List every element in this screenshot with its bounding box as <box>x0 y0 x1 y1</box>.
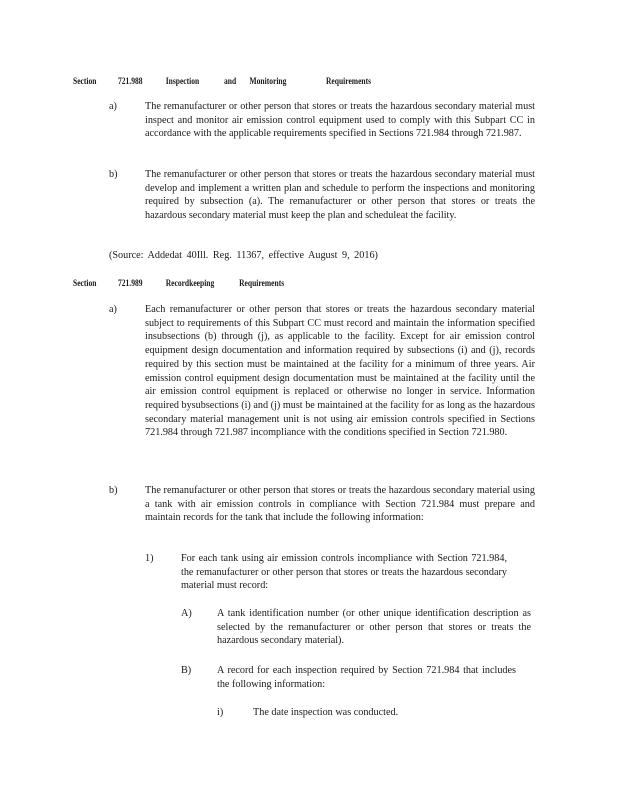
section-title-word: Recordkeeping <box>165 278 215 288</box>
clause-label: i) <box>217 707 224 718</box>
section-title-word: and <box>224 76 237 86</box>
paragraph-text: For each tank using air emission controls incompliance with Section 721.984, the remanufacturer or other person that stores or treats the hazardous secondary material must record: <box>181 553 507 592</box>
subsection-a <box>109 100 535 156</box>
subsection-text: The remanufacturer or other person that stores or treats the hazardous secondary material must develop and implement a written plan and schedule to perform the inspections and monitoring required by subsection (a). The remanufacturer or other person that stores or treats the hazardous secondary material must keep the plan and scheduleat the facility. <box>145 169 535 222</box>
subsection-label: a) <box>109 304 117 315</box>
section-heading-721-989 <box>73 278 284 288</box>
section-title-word: Requirements <box>239 278 285 288</box>
section-label: Section <box>73 76 97 86</box>
subsection-a <box>109 303 535 469</box>
subsection-text: The remanufacturer or other person that stores or treats the hazardous secondary material using a tank with air emission controls in compliance with Section 721.984 must prepare and maintain records for the tank that include the following information: <box>145 485 535 524</box>
subsection-label: b) <box>109 485 118 496</box>
clause-text: The date inspection was conducted. <box>253 707 399 718</box>
subsection-label: b) <box>109 169 118 180</box>
subparagraph-text: A tank identification number (or other unique identification description as selected by the remanufacturer or other person that stores or treats the hazardous secondary material). <box>217 608 531 647</box>
clause-i <box>217 706 437 720</box>
paragraph-1 <box>145 552 507 594</box>
subparagraph-label: A) <box>181 608 192 619</box>
subparagraph-label: B) <box>181 665 192 676</box>
section-number: 721.989 <box>118 278 143 288</box>
source-note: (Source: Addedat 40Ill. Reg. 11367, effective August 9, 2016) <box>109 250 378 261</box>
subsection-label: a) <box>109 101 117 112</box>
subsection-text: Each remanufacturer or other person that stores or treats the hazardous secondary material subject to requirements of this Subpart CC must record and maintain the information specified insubsections (b) through (j), as applicable to the facility. Except for air emission control equipment design documentation and information required by subsections (i) and (j), records required by this section must be maintained at the facility for a minimum of three years. Air emission control equipment design documentation must be maintained at the facility until the air emission control equipment is replaced or otherwise no longer in service. Information required bysubsections (i) and (j) must be maintained at the facility for as long as the hazardous secondary material management unit is not using air emission controls specified in Sections 721.984 through 721.987 incompliance with the conditions specified in Section 721.980. <box>145 304 535 439</box>
subsection-b <box>109 484 535 540</box>
subparagraph-A <box>181 607 531 649</box>
section-title-word: Requirements <box>325 76 372 86</box>
subparagraph-B <box>181 664 516 692</box>
section-number: 721.988 <box>118 76 143 86</box>
subsection-text: The remanufacturer or other person that stores or treats the hazardous secondary material must inspect and monitor air emission control equipment used to comply with this Subpart CC in accordance with the applicable requirements specified in Sections 721.984 through 721.987. <box>145 101 535 140</box>
section-label: Section <box>73 278 97 288</box>
subsection-b <box>109 168 535 238</box>
subparagraph-text: A record for each inspection required by Section 721.984 that includes the following information: <box>217 665 516 690</box>
section-heading-721-988 <box>73 76 371 86</box>
paragraph-label: 1) <box>145 553 154 564</box>
section-title-word: Monitoring <box>249 76 287 86</box>
section-title-word: Inspection <box>165 76 200 86</box>
